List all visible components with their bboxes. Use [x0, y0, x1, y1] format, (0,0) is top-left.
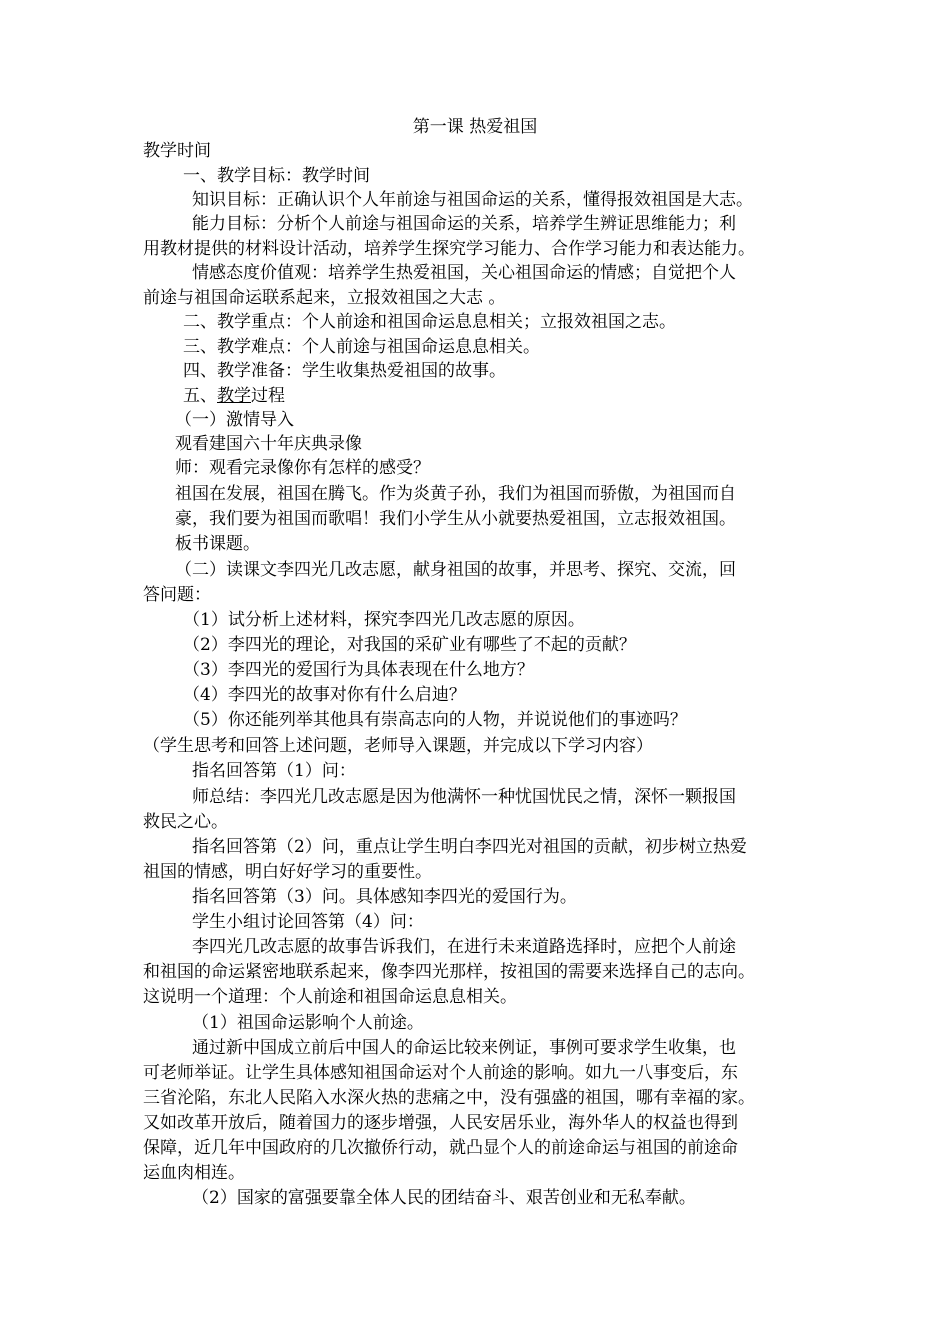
text-line: 观看建国六十年庆典录像 [175, 434, 362, 454]
text-line: 教学时间 [143, 141, 211, 161]
text-line: 指名回答第（2）问，重点让学生明白李四光对祖国的贡献，初步树立热爱 [192, 837, 747, 857]
text-line: （3）李四光的爱国行为具体表现在什么地方？ [183, 660, 534, 680]
text-line: 李四光几改志愿的故事告诉我们，在进行未来道路选择时，应把个人前途 [192, 937, 736, 957]
text-line: 三省沦陷，东北人民陷入水深火热的悲痛之中，没有强盛的祖国，哪有幸福的家。 [143, 1088, 755, 1108]
text-line: 一、教学目标：教学时间 [183, 166, 370, 186]
text-line: 二、教学重点：个人前途和祖国命运息息相关；立报效祖国之志。 [183, 312, 676, 332]
text-line: 情感态度价值观：培养学生热爱祖国，关心祖国命运的情感；自觉把个人 [192, 263, 736, 283]
text-line: 救民之心。 [143, 812, 228, 832]
text-line: 用教材提供的材料设计活动，培养学生探究学习能力、合作学习能力和表达能力。 [143, 239, 755, 259]
text-line: 能力目标：分析个人前途与祖国命运的关系，培养学生辨证思维能力；利 [192, 214, 736, 234]
text-line: （2）国家的富强要靠全体人民的团结奋斗、艰苦创业和无私奉献。 [192, 1188, 696, 1208]
text-line: 和祖国的命运紧密地联系起来，像李四光那样，按祖国的需要来选择自己的志向。 [143, 962, 755, 982]
text-line: 祖国在发展，祖国在腾飞。作为炎黄子孙，我们为祖国而骄傲，为祖国而自 [175, 484, 736, 504]
text-line: 指名回答第（3）问。具体感知李四光的爱国行为。 [192, 887, 577, 907]
text-line: 这说明一个道理：个人前途和祖国命运息息相关。 [143, 987, 517, 1007]
text-line: 学生小组讨论回答第（4）问： [192, 912, 424, 932]
text-line: （1）祖国命运影响个人前途。 [192, 1013, 424, 1033]
underlined-text: 教学 [217, 386, 251, 406]
text-line: 三、教学难点：个人前途与祖国命运息息相关。 [183, 337, 540, 357]
text-line: （4）李四光的故事对你有什么启迪？ [183, 685, 466, 705]
text-line: （学生思考和回答上述问题，老师导入课题，并完成以下学习内容） [143, 736, 653, 756]
text-segment: 过程 [251, 386, 285, 406]
text-line: 通过新中国成立前后中国人的命运比较来例证，事例可要求学生收集，也 [192, 1038, 736, 1058]
text-line: 豪，我们要为祖国而歌唱！我们小学生从小就要热爱祖国，立志报效祖国。 [175, 509, 736, 529]
text-line: （1）试分析上述材料，探究李四光几改志愿的原因。 [183, 610, 585, 630]
text-line: 前途与祖国命运联系起来，立报效祖国之大志 。 [143, 288, 506, 308]
text-line: 师总结：李四光几改志愿是因为他满怀一种忧国忧民之情，深怀一颗报国 [192, 787, 736, 807]
text-line: 知识目标：正确认识个人年前途与祖国命运的关系，懂得报效祖国是大志。 [192, 190, 753, 210]
text-line: 又如改革开放后，随着国力的逐步增强，人民安居乐业，海外华人的权益也得到 [143, 1113, 738, 1133]
text-line: 板书课题。 [175, 534, 260, 554]
text-line: （5）你还能列举其他具有崇高志向的人物，并说说他们的事迹吗？ [183, 710, 687, 730]
text-line: 四、教学准备：学生收集热爱祖国的故事。 [183, 361, 506, 381]
text-line: （二）读课文李四光几改志愿，献身祖国的故事，并思考、探究、交流，回 [175, 560, 736, 580]
text-line: （2）李四光的理论，对我国的采矿业有哪些了不起的贡献？ [183, 635, 636, 655]
text-line: 保障，近几年中国政府的几次撤侨行动，就凸显个人的前途命运与祖国的前途命 [143, 1138, 738, 1158]
text-line: （一）激情导入 [175, 410, 294, 430]
text-segment: 五、 [183, 386, 217, 406]
text-line: 师：观看完录像你有怎样的感受？ [175, 458, 430, 478]
text-line: 祖国的情感，明白好好学习的重要性。 [143, 862, 432, 882]
text-line: 运血肉相连。 [143, 1163, 245, 1183]
text-line: 指名回答第（1）问： [192, 761, 356, 781]
text-line: 可老师举证。让学生具体感知祖国命运对个人前途的影响。如九一八事变后，东 [143, 1063, 738, 1083]
document-title: 第一课 热爱祖国 [412, 117, 538, 137]
text-line: 答问题： [143, 585, 211, 605]
text-line-process [183, 384, 950, 408]
